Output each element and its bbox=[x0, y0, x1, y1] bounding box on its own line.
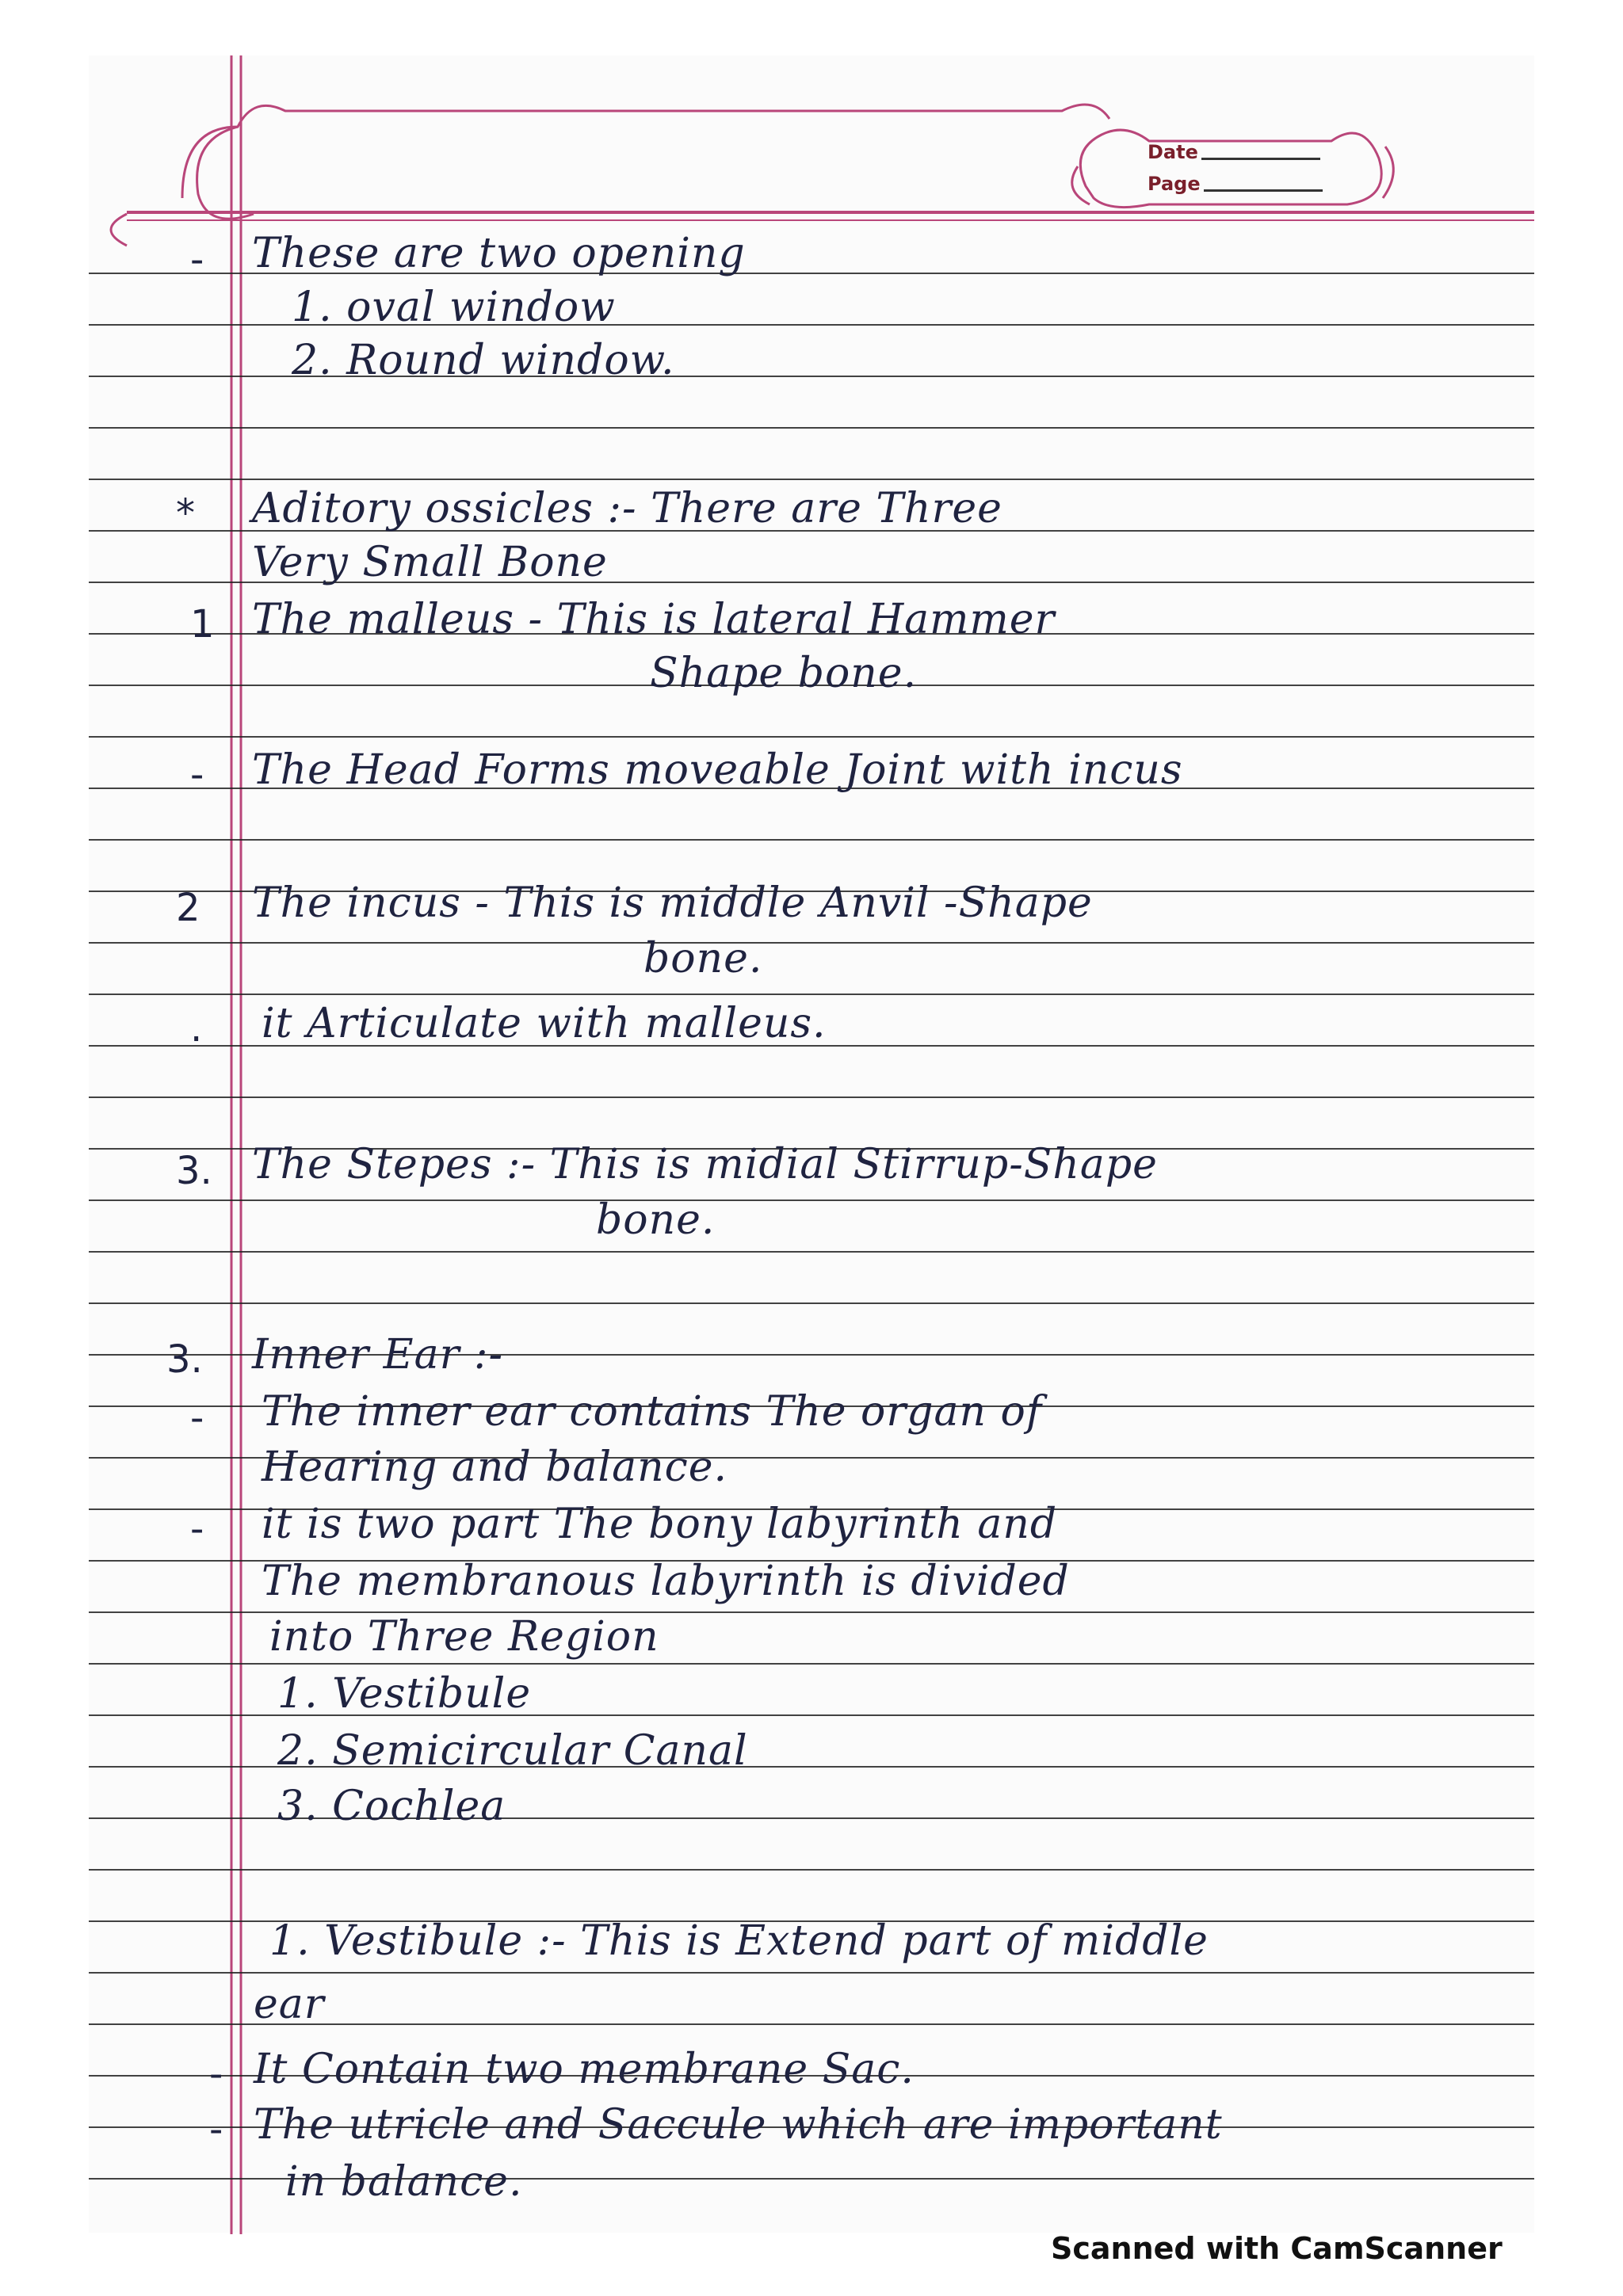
line-marker: - bbox=[190, 1507, 204, 1551]
page-label: Page bbox=[1148, 173, 1201, 195]
note-line: The utricle and Saccule which are important bbox=[254, 2101, 1223, 2149]
note-line: in balance. bbox=[285, 2158, 523, 2206]
note-line: it Articulate with malleus. bbox=[262, 1000, 827, 1047]
date-label: Date bbox=[1148, 141, 1198, 163]
note-line: bone. bbox=[643, 935, 763, 982]
note-line: The incus - This is middle Anvil -Shape bbox=[252, 879, 1093, 927]
line-marker: * bbox=[176, 491, 195, 536]
line-marker: 1 bbox=[190, 602, 215, 646]
note-line: The inner ear contains The organ of bbox=[262, 1388, 1043, 1436]
note-line: ear bbox=[254, 1981, 325, 2028]
note-line: bone. bbox=[596, 1196, 716, 1244]
line-marker: 3. bbox=[176, 1149, 212, 1193]
note-line: 2. Semicircular Canal bbox=[277, 1727, 748, 1775]
note-line: it is two part The bony labyrinth and bbox=[262, 1501, 1058, 1548]
date-page-banner bbox=[1148, 136, 1323, 200]
note-line: Shape bone. bbox=[650, 650, 918, 697]
note-line: 2. Round window. bbox=[292, 337, 675, 384]
note-line: Hearing and balance. bbox=[262, 1444, 728, 1491]
line-marker: - bbox=[190, 753, 204, 797]
note-line: 3. Cochlea bbox=[277, 1783, 506, 1830]
note-line: 1. oval window bbox=[292, 284, 616, 331]
note-line: Very Small Bone bbox=[252, 539, 608, 586]
line-marker: 3. bbox=[166, 1337, 203, 1382]
page-blank bbox=[1204, 189, 1323, 192]
note-line: into Three Region bbox=[269, 1613, 659, 1661]
line-marker: 2 bbox=[176, 886, 200, 930]
note-line: The Head Forms moveable Joint with incus bbox=[252, 746, 1183, 794]
camscanner-watermark: Scanned with CamScanner bbox=[1051, 2231, 1503, 2266]
note-line: 1. Vestibule bbox=[277, 1670, 532, 1718]
note-line: Aditory ossicles :- There are Three bbox=[252, 485, 1002, 532]
note-line: The Stepes :- This is midial Stirrup-Shape bbox=[252, 1141, 1158, 1188]
line-marker: - bbox=[209, 2107, 223, 2152]
note-line: It Contain two membrane Sac. bbox=[254, 2046, 915, 2093]
date-blank bbox=[1201, 158, 1320, 160]
line-marker: - bbox=[190, 238, 204, 282]
note-line: The membranous labyrinth is divided bbox=[262, 1558, 1070, 1605]
note-line: Inner Ear :- bbox=[252, 1331, 504, 1379]
note-line: The malleus - This is lateral Hammer bbox=[252, 596, 1056, 643]
note-line: These are two opening bbox=[252, 230, 746, 277]
note-line: 1. Vestibule :- This is Extend part of middle bbox=[269, 1917, 1209, 1965]
line-marker: - bbox=[209, 2052, 223, 2096]
line-marker: - bbox=[190, 1396, 204, 1440]
line-marker: . bbox=[190, 1006, 203, 1051]
